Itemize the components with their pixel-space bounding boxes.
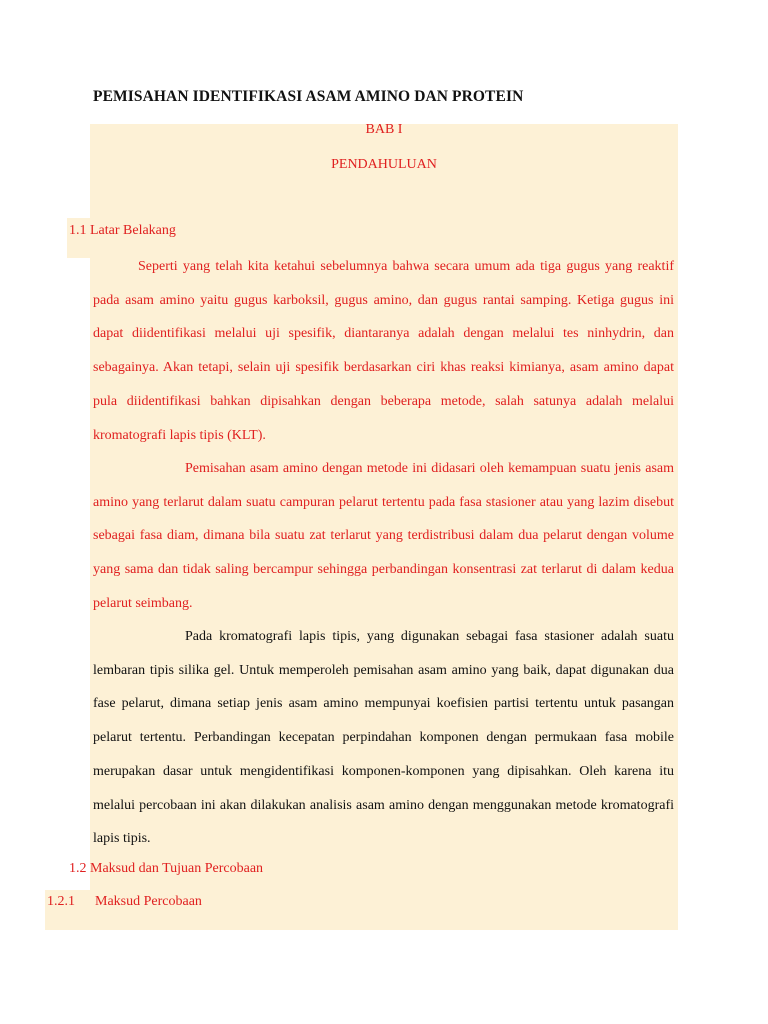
- chapter-number: BAB I: [365, 122, 403, 137]
- paragraph-1: Seperti yang telah kita ketahui sebelumnya bahwa secara umum ada tiga gugus yang reaktif pada asam amino yaitu gugus karboksil, gugus amino, dan gugus rantai samping. Ketiga gugus ini dapat diidentifikasi melalui uji spesifik, diantaranya adalah dengan melalui tes ninhydrin, dan sebagainya. Akan tetapi, selain uji spesifik berdasarkan ciri khas reaksi kimianya, asam amino dapat pula diidentifikasi bahkan dipisahkan dengan beberapa metode, salah satunya adalah melalui kromatografi lapis tipis (KLT).: [93, 259, 674, 443]
- paragraph-2: Pemisahan asam amino dengan metode ini didasari oleh kemampuan suatu jenis asam amino yang terlarut dalam suatu campuran pelarut tertentu pada fasa stasioner atau yang lazim disebut sebagai fasa diam, dimana bila suatu zat terlarut yang terdistribusi dalam dua pelarut dengan volume yang sama dan tidak saling bercampur sehingga perbandingan konsentrasi zat terlarut di dalam kedua pelarut seimbang.: [93, 461, 674, 611]
- section-1-2-1-heading: [47, 894, 202, 910]
- section-1-2-1-number: 1.2.1: [47, 894, 75, 909]
- section-1-2-heading: 1.2 Maksud dan Tujuan Percobaan: [69, 861, 264, 876]
- section-1-1-heading: 1.1 Latar Belakang: [69, 223, 176, 238]
- section-1-2-1-label: Maksud Percobaan: [95, 894, 202, 909]
- paragraph-3: Pada kromatografi lapis tipis, yang digunakan sebagai fasa stasioner adalah suatu lembaran tipis silika gel. Untuk memperoleh pemisahan asam amino yang baik, dapat digunakan dua fase pelarut, dimana setiap jenis asam amino mempunyai koefisien partisi tertentu untuk pasangan pelarut tertentu. Perbandingan kecepatan perpindahan komponen dengan permukaan fasa mobile merupakan dasar untuk mengidentifikasi komponen-komponen yang dipisahkan. Oleh karena itu melalui percobaan ini akan dilakukan analisis asam amino dengan menggunakan metode kromatografi lapis tipis.: [93, 629, 674, 847]
- document-title: PEMISAHAN IDENTIFIKASI ASAM AMINO DAN PROTEIN: [93, 88, 524, 105]
- chapter-title: PENDAHULUAN: [331, 157, 437, 172]
